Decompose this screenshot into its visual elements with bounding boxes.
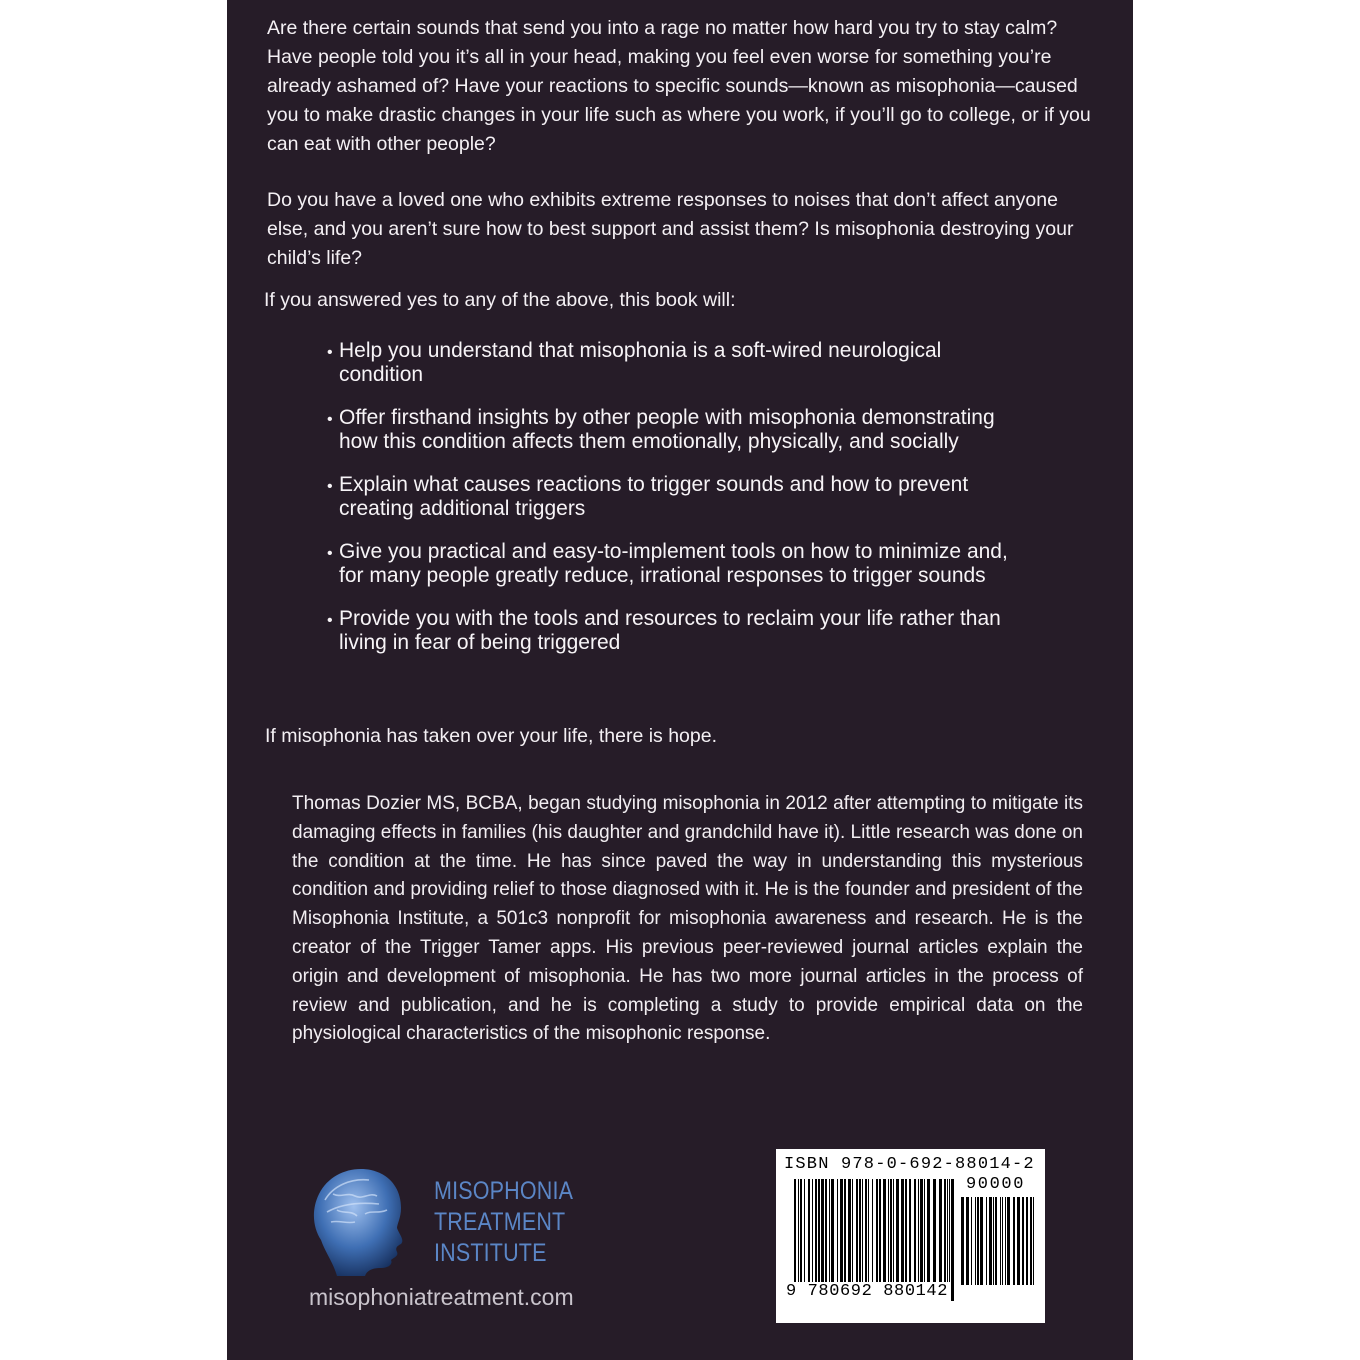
barcode-bar [980,1197,983,1285]
logo-wordmark [434,1176,573,1269]
barcode-bar [993,1197,994,1285]
benefit-item: • Help you understand that misophonia is a soft-wired neurological condition [327,339,942,386]
brain-head-icon [307,1164,407,1282]
barcode-bar [986,1197,987,1285]
benefit-item: • Explain what causes reactions to trigger sounds and how to prevent creating additional triggers [327,473,969,520]
price-code: 90000 [966,1175,1026,1194]
barcode-bar [1007,1197,1010,1285]
description-paragraph-1: Are there certain sounds that send you into a rage no matter how hard you try to stay calm? Have people told you it’s all in your head, making you feel even worse for something you’re already ashamed of? Have your reactions to specific sounds—known as misophonia—caused you to make drastic changes in your life such as where you work, if you’ll go to college, or if you can eat with other people? [267,17,1091,155]
barcode-addon-bars [961,1197,1037,1285]
institute-logo [307,1160,687,1320]
back-cover [227,0,1133,1360]
barcode-bar [1013,1197,1015,1285]
isbn-barcode [776,1149,1045,1323]
barcode-bar [1030,1197,1032,1285]
barcode-bar [1026,1197,1028,1285]
benefit-item: • Give you practical and easy-to-implement tools on how to minimize and, for many people greatly reduce, irrational responses to trigger sounds [327,540,1008,587]
logo-line-3: INSTITUTE [434,1239,547,1267]
logo-line-2: TREATMENT [434,1208,566,1236]
barcode-bar [1022,1197,1024,1285]
logo-line-1: MISOPHONIA [434,1177,574,1205]
benefit-item: • Offer firsthand insights by other people with misophonia demonstrating how this condition affects them emotionally, physically, and socially [327,406,995,453]
barcode-bar [1000,1197,1001,1285]
barcode-bar [989,1197,992,1285]
benefit-list [325,340,1015,675]
barcode-bar [995,1197,997,1285]
barcode-bar [1017,1197,1020,1285]
barcode-bar [971,1197,972,1285]
website-url: misophoniatreatment.com [309,1284,574,1310]
bullet-intro: If you answered yes to any of the above, this book will: [264,289,736,311]
hope-statement: If misophonia has taken over your life, there is hope. [265,725,718,747]
barcode-bar [951,1179,954,1301]
bullet-icon: • [327,545,333,562]
isbn-text: ISBN 978-0-692-88014-2 [784,1155,1035,1174]
barcode-digits: 9 780692 880142 [786,1282,949,1301]
barcode-bar [1005,1197,1006,1285]
barcode-bar [975,1197,976,1285]
benefit-item: • Provide you with the tools and resources to reclaim your life rather than living in fear of being triggered [327,607,1001,654]
barcode-bar [961,1197,964,1285]
barcode-bar [1002,1197,1003,1285]
bullet-icon: • [327,411,333,428]
barcode-bar [1033,1197,1034,1285]
author-bio: Thomas Dozier MS, BCBA, began studying misophonia in 2012 after attempting to mitigate its damaging effects in families (his daughter and grandchild have it). Little research was done on the condition at the time. He has since paved the way in understanding this mysterious condition and providing relief to those diagnosed with it. He is the founder and president of the Misophonia Institute, a 501c3 nonprofit for misophonia awareness and research. He is the creator of the Trigger Tamer apps. His previous peer-reviewed journal articles explain the origin and development of misophonia. He has two more journal articles in the process of review and publication, and he is completing a study to provide empirical data on the physiological characteristics of the misophonic response. [292,793,1083,1045]
barcode-bar [977,1197,979,1285]
bullet-icon: • [327,478,333,495]
description-paragraph-2: Do you have a loved one who exhibits extreme responses to noises that don’t affect anyone else, and you aren’t sure how to best support and assist them? Is misophonia destroying your child’s life? [267,189,1074,269]
barcode-bar [966,1197,969,1285]
bullet-icon: • [327,612,333,629]
bullet-icon: • [327,344,333,361]
